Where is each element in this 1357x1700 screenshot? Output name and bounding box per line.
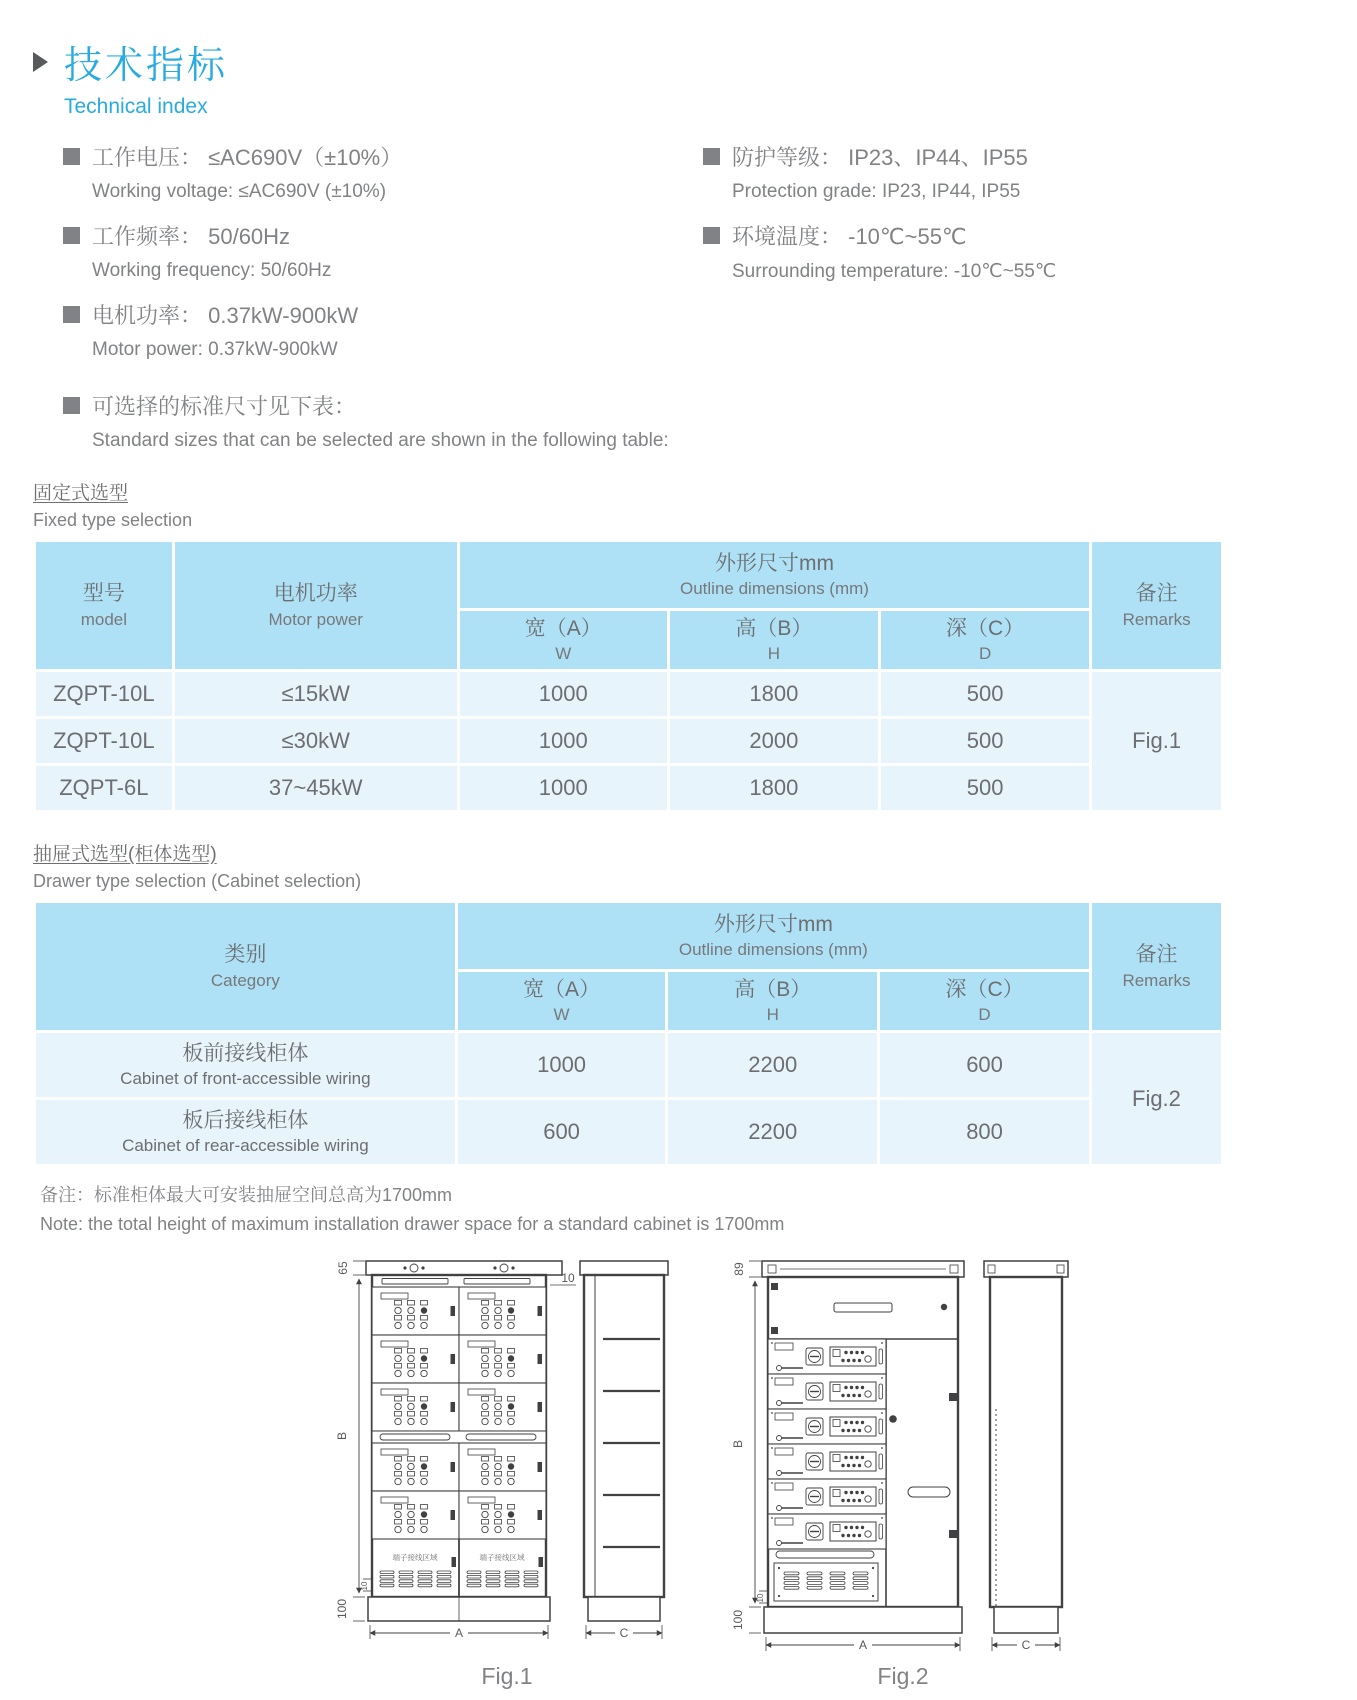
bullet-square-icon [703, 227, 720, 244]
header-depth: 深（C） D [881, 611, 1089, 669]
fig1-dim-height: B [335, 1431, 349, 1441]
table-header-row [36, 903, 1221, 969]
section-arrow-icon [33, 52, 48, 72]
fig2-dim-depth: C [1021, 1638, 1031, 1652]
table-row [36, 1100, 1221, 1164]
bullet-square-icon [63, 227, 80, 244]
fig2-drawing [728, 1239, 1078, 1663]
spec-en-text: Surrounding temperature: -10℃~55℃ [732, 261, 1057, 282]
header-motor-power: 电机功率 Motor power [175, 542, 457, 669]
table-row [36, 719, 1221, 763]
cell-remarks: Fig.1 [1092, 672, 1221, 810]
header-category: 类别 Category [36, 903, 455, 1030]
cell-power: 37~45kW [175, 766, 457, 810]
cell-model: ZQPT-6L [36, 766, 172, 810]
figure-fig1 [332, 1239, 682, 1690]
cell-power: ≤15kW [175, 672, 457, 716]
bullet-square-icon [703, 148, 720, 165]
fig1-dim-top: 65 [336, 1261, 350, 1275]
fig2-dim-vent: 10 [756, 1593, 765, 1603]
fig1-drawing [332, 1239, 682, 1663]
spec-zh-text: 工作频率： 50/60Hz [92, 224, 291, 249]
header-height: 高（B） H [670, 611, 878, 669]
cell-height: 2000 [670, 719, 878, 763]
table-header-row [36, 542, 1221, 608]
spec-working-frequency [63, 220, 703, 295]
fig1-dim-base: 100 [335, 1598, 349, 1620]
spec-zh-text: 电机功率： 0.37kW-900kW [92, 303, 359, 328]
spec-en-text: Protection grade: IP23, IP44, IP55 [732, 181, 1021, 202]
fig2-dim-height: B [731, 1439, 745, 1449]
cell-depth: 500 [881, 672, 1089, 716]
spec-standard-sizes [63, 390, 1317, 452]
header-remarks: 备注 Remarks [1092, 903, 1221, 1030]
footnote-zh: 备注：标准柜体最大可安装抽屉空间总高为1700mm [40, 1185, 453, 1205]
fixed-selection-table [33, 539, 1224, 813]
fig1-terminal-area-label: 端子接线区域 [392, 1553, 438, 1562]
figures-row [93, 1239, 1317, 1690]
fig2-dim-base: 100 [731, 1609, 745, 1631]
page-subtitle: Technical index [64, 95, 208, 118]
fig2-side-view [984, 1261, 1068, 1652]
spec-column-right [703, 141, 1056, 378]
cell-depth: 600 [880, 1033, 1089, 1097]
cell-category: 板前接线柜体 Cabinet of front-accessible wiring [36, 1033, 455, 1097]
header-outline-dimensions: 外形尺寸mm Outline dimensions (mm) [460, 542, 1090, 608]
spec-protection-grade [703, 141, 1056, 216]
table-row [36, 1033, 1221, 1097]
cell-depth: 500 [881, 766, 1089, 810]
cell-width: 1000 [458, 1033, 666, 1097]
header-width: 宽（A） W [458, 972, 666, 1030]
fig1-dim-width: A [454, 1626, 464, 1640]
spec-en-text: Working voltage: ≤AC690V (±10%) [92, 181, 387, 202]
figure-fig2 [728, 1239, 1078, 1690]
cell-depth: 800 [880, 1100, 1089, 1164]
spec-zh-text: 环境温度： -10℃~55℃ [732, 224, 967, 249]
cell-width: 1000 [460, 766, 667, 810]
header-width: 宽（A） W [460, 611, 667, 669]
drawer-section-title-en: Drawer type selection (Cabinet selection) [33, 871, 362, 891]
cell-category: 板后接线柜体 Cabinet of rear-accessible wiring [36, 1100, 455, 1164]
footnote-en: Note: the total height of maximum installation drawer space for a standard cabinet is 1700mm [40, 1214, 785, 1234]
cell-height: 2200 [668, 1100, 877, 1164]
spec-column-left [63, 141, 703, 378]
drawer-selection-table [33, 900, 1224, 1167]
fig1-side-view [580, 1261, 668, 1640]
fig1-terminal-area-label: 端子接线区域 [479, 1553, 525, 1562]
spec-zh-text: 工作电压： ≤AC690V（±10%） [92, 145, 403, 170]
cell-height: 1800 [670, 672, 878, 716]
spec-zh-text: 可选择的标准尺寸见下表： [92, 394, 357, 419]
table-row [36, 766, 1221, 810]
cell-width: 600 [458, 1100, 666, 1164]
cell-remarks: Fig.2 [1092, 1033, 1221, 1164]
spec-working-voltage [63, 141, 703, 216]
table-row [36, 672, 1221, 716]
cell-width: 1000 [460, 672, 667, 716]
bullet-square-icon [63, 148, 80, 165]
fig1-dim-depth: C [619, 1626, 629, 1640]
fig1-dim-gap: 10 [561, 1271, 575, 1285]
spec-zh-text: 防护等级： IP23、IP44、IP55 [732, 145, 1028, 170]
header-outline-dimensions: 外形尺寸mm Outline dimensions (mm) [458, 903, 1089, 969]
cell-width: 1000 [460, 719, 667, 763]
cell-model: ZQPT-10L [36, 672, 172, 716]
page-title: 技术指标 [64, 45, 229, 87]
cell-power: ≤30kW [175, 719, 457, 763]
spec-motor-power [63, 299, 703, 374]
drawer-section-title-zh: 抽屉式选型(柜体选型) [33, 844, 217, 865]
header-model: 型号 model [36, 542, 172, 669]
cell-depth: 500 [881, 719, 1089, 763]
header-depth: 深（C） D [880, 972, 1089, 1030]
fig2-front-view [762, 1261, 964, 1633]
fixed-section-title-zh: 固定式选型 [33, 483, 129, 504]
fig1-caption: Fig.1 [481, 1663, 533, 1689]
spec-en-text: Working frequency: 50/60Hz [92, 260, 332, 281]
fig1-front-view [366, 1261, 562, 1621]
fig2-dim-width: A [858, 1638, 868, 1652]
spec-en-text: Motor power: 0.37kW-900kW [92, 339, 338, 360]
spec-surrounding-temperature [703, 220, 1056, 296]
fixed-section-title-en: Fixed type selection [33, 510, 193, 530]
cell-model: ZQPT-10L [36, 719, 172, 763]
bullet-square-icon [63, 397, 80, 414]
footnote [40, 1181, 1317, 1235]
fig2-dim-top: 89 [732, 1262, 746, 1276]
fig2-caption: Fig.2 [877, 1663, 929, 1689]
header-height: 高（B） H [668, 972, 877, 1030]
spec-en-text: Standard sizes that can be selected are shown in the following table: [92, 430, 669, 451]
cell-height: 1800 [670, 766, 878, 810]
cell-height: 2200 [668, 1033, 877, 1097]
fig1-dim-vent: 10 [360, 1581, 369, 1591]
spec-list [33, 141, 1317, 378]
header-remarks: 备注 Remarks [1092, 542, 1221, 669]
bullet-square-icon [63, 306, 80, 323]
page-header [33, 34, 1317, 89]
